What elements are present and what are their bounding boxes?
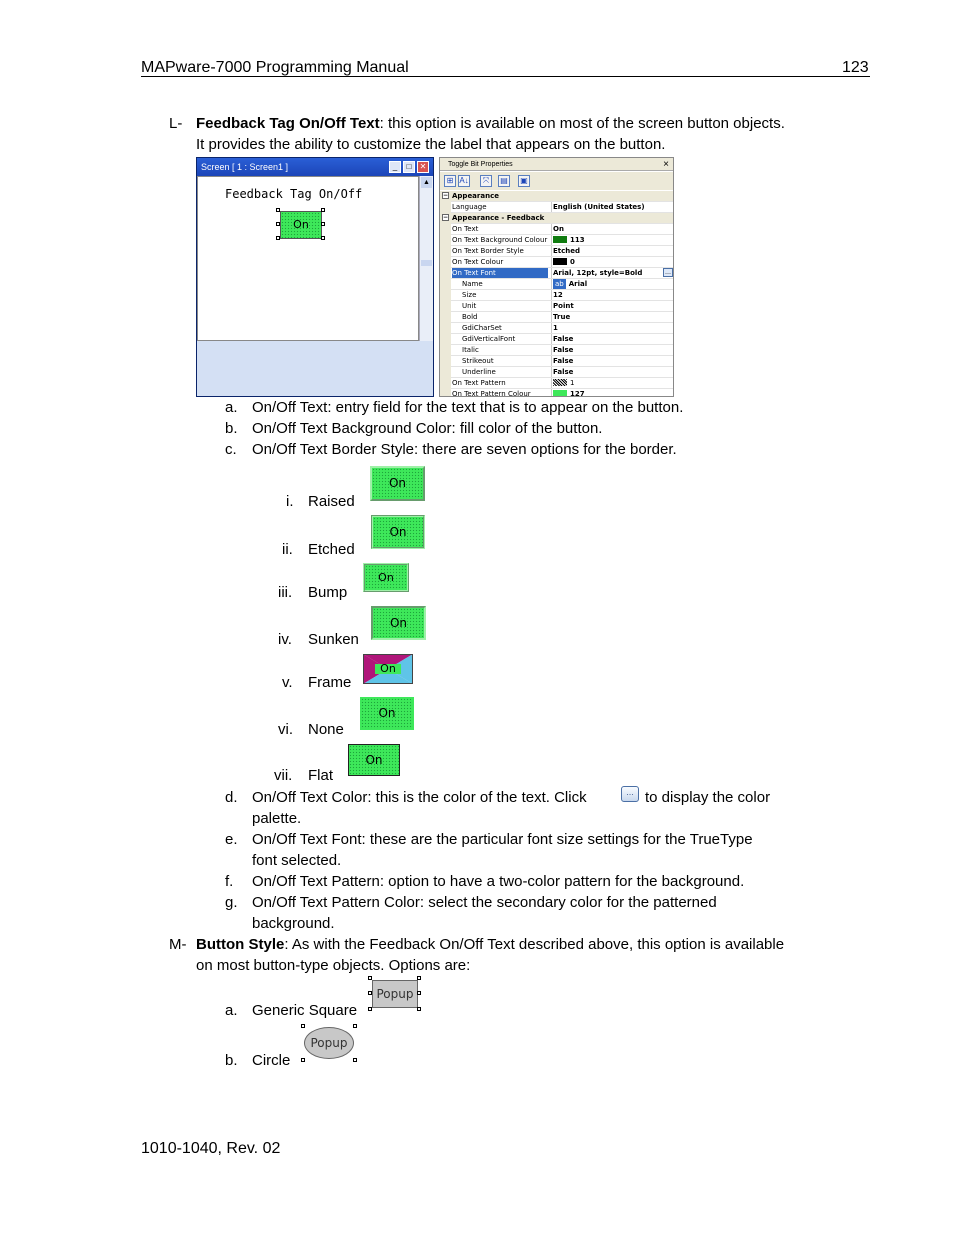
property-value[interactable] <box>551 224 673 234</box>
close-button[interactable]: ✕ <box>417 161 429 173</box>
property-value-text: False <box>553 346 574 354</box>
bump-border-button: On <box>363 563 409 592</box>
border-style-label: Frame <box>308 674 352 691</box>
frame-button-label: On <box>380 662 396 675</box>
property-name: Strikeout <box>462 357 494 365</box>
categorized-icon[interactable]: ⊞ <box>444 175 456 187</box>
selection-handle[interactable] <box>321 222 325 226</box>
selection-handle <box>353 1058 357 1062</box>
property-value-text: 1 <box>570 379 575 387</box>
property-value-text: Arial, 12pt, style=Bold <box>553 269 643 277</box>
property-value-text: 127 <box>570 390 585 397</box>
property-name: On Text Font <box>452 268 548 278</box>
property-name: Appearance - Feedback <box>452 214 545 222</box>
property-category-row[interactable] <box>443 191 673 202</box>
property-value[interactable] <box>551 290 673 300</box>
section-l-line1 <box>196 113 785 134</box>
border-style-label: Raised <box>308 493 355 510</box>
property-value[interactable] <box>551 356 673 366</box>
property-row[interactable] <box>451 268 673 279</box>
scroll-up-arrow-icon[interactable]: ▲ <box>421 177 432 188</box>
list-item-letter: b. <box>225 420 238 437</box>
etched-border-button: On <box>371 515 425 549</box>
list-item-text: On/Off Text: entry field for the text that is to appear on the button. <box>252 399 684 416</box>
border-style-numeral: iv. <box>278 631 292 648</box>
property-row[interactable] <box>451 378 673 389</box>
section-m-line1-rest: : As with the Feedback On/Off Text described above, this option is available <box>284 936 785 953</box>
property-name: GdiVerticalFont <box>462 335 516 343</box>
selection-handle <box>353 1024 357 1028</box>
property-value[interactable] <box>551 268 673 278</box>
list-item-letter: b. <box>225 1052 238 1069</box>
ellipsis-button-icon[interactable]: … <box>665 269 671 276</box>
section-l-marker: L- <box>169 115 183 132</box>
list-item-text: Generic Square <box>252 1002 358 1019</box>
property-value[interactable] <box>551 367 673 377</box>
property-value[interactable] <box>551 279 673 289</box>
property-value-text: False <box>553 357 574 365</box>
property-row[interactable] <box>451 246 673 257</box>
border-style-label: Bump <box>308 584 348 601</box>
list-item-text: On/Off Text Pattern Color: select the secondary color for the patterned <box>252 894 717 911</box>
list-item-letter: d. <box>225 789 238 806</box>
property-value-text: 1 <box>553 324 558 332</box>
feedback-label: Feedback Tag On/Off <box>225 187 363 201</box>
property-value[interactable] <box>551 345 673 355</box>
minimize-button[interactable]: _ <box>389 161 401 173</box>
pattern-swatch <box>553 379 567 386</box>
property-name: On Text Pattern <box>452 379 506 387</box>
screen-window-title: Screen [ 1 : Screen1 ] <box>197 158 433 176</box>
property-value[interactable] <box>551 257 673 267</box>
list-item-letter: a. <box>225 1002 238 1019</box>
property-name: Size <box>462 291 477 299</box>
section-l-line1-rest: : this option is available on most of the screen button objects. <box>379 115 785 132</box>
sunken-border-button: On <box>371 606 426 640</box>
selection-handle <box>301 1058 305 1062</box>
property-value[interactable] <box>551 246 673 256</box>
property-name: Underline <box>462 368 496 376</box>
property-value-text: Arial <box>568 280 588 288</box>
collapse-icon[interactable]: − <box>443 192 449 199</box>
header-title: MAPware-7000 Programming Manual <box>141 59 409 76</box>
property-value[interactable] <box>551 301 673 311</box>
property-name: Language <box>452 203 487 211</box>
property-name: On Text Colour <box>452 258 504 266</box>
property-row[interactable] <box>451 301 673 312</box>
scroll-thumb[interactable] <box>421 260 432 266</box>
list-item-text: On/Off Text Border Style: there are seven options for the border. <box>252 441 677 458</box>
page-number: 123 <box>842 59 869 76</box>
property-value-text: True <box>553 313 571 321</box>
property-row[interactable] <box>451 257 673 268</box>
screen-on-button[interactable]: On <box>280 211 322 239</box>
property-name: Name <box>462 280 483 288</box>
property-category-row[interactable] <box>443 213 673 224</box>
list-item-text: background. <box>252 915 335 932</box>
selection-handle <box>368 976 372 980</box>
property-grid <box>439 157 674 397</box>
generic-square-popup-button: Popup <box>372 980 418 1008</box>
property-value[interactable] <box>551 312 673 322</box>
section-m-line1 <box>196 934 784 955</box>
property-value[interactable] <box>551 378 673 388</box>
list-item-letter: g. <box>225 894 238 911</box>
property-value-text: On <box>553 225 564 233</box>
collapse-icon[interactable]: − <box>443 214 449 221</box>
property-row[interactable] <box>451 356 673 367</box>
border-style-numeral: iii. <box>278 584 293 601</box>
property-name: Italic <box>462 346 479 354</box>
none-border-button: On <box>360 697 414 730</box>
selection-handle[interactable] <box>321 208 325 212</box>
list-item-letter: e. <box>225 831 238 848</box>
property-row[interactable] <box>451 323 673 334</box>
color-swatch <box>553 236 567 243</box>
property-name: Appearance <box>452 192 499 200</box>
selection-handle <box>368 1007 372 1011</box>
property-name: On Text Pattern Colour <box>452 390 531 397</box>
maximize-button[interactable]: □ <box>403 161 415 173</box>
property-name: Unit <box>462 302 477 310</box>
circle-popup-button: Popup <box>304 1027 354 1059</box>
property-value-text: Point <box>553 302 574 310</box>
vertical-scrollbar[interactable] <box>419 176 433 341</box>
property-row[interactable] <box>451 202 673 213</box>
property-value-text: 0 <box>570 258 575 266</box>
selection-handle[interactable] <box>276 222 280 226</box>
property-name: GdiCharSet <box>462 324 502 332</box>
alphabetical-icon[interactable]: A↓ <box>459 176 469 185</box>
list-item-text: font selected. <box>252 852 342 869</box>
property-value-text: False <box>553 335 574 343</box>
list-item-letter: f. <box>225 873 234 890</box>
property-row[interactable] <box>451 389 673 397</box>
list-item-letter: c. <box>225 441 237 458</box>
list-item-text: On/Off Text Background Color: fill color of the button. <box>252 420 603 437</box>
list-item-text: palette. <box>252 810 302 827</box>
border-style-numeral: vi. <box>278 721 293 738</box>
border-style-numeral: v. <box>282 674 293 691</box>
events-icon[interactable]: ▣ <box>518 175 530 187</box>
property-name: On Text Background Colour <box>452 236 548 244</box>
selection-handle <box>417 991 421 995</box>
border-style-numeral: i. <box>286 493 294 510</box>
selection-handle[interactable] <box>276 236 280 240</box>
property-name: On Text <box>452 225 479 233</box>
property-value-text: False <box>553 368 574 376</box>
property-row[interactable] <box>451 224 673 235</box>
property-value-text: 12 <box>553 291 563 299</box>
color-palette-button[interactable]: … <box>621 786 639 802</box>
flat-border-button: On <box>348 744 400 776</box>
property-name: On Text Border Style <box>452 247 524 255</box>
property-grid-close-icon[interactable]: × <box>663 159 669 170</box>
screen-window <box>196 157 434 397</box>
property-value[interactable] <box>551 334 673 344</box>
property-pages-icon[interactable]: ▤ <box>498 175 510 187</box>
frame-border-button <box>363 654 413 684</box>
property-grid-gutter <box>440 191 451 397</box>
footer-doc-id: 1010-1040, Rev. 02 <box>141 1140 281 1157</box>
section-l-heading: Feedback Tag On/Off Text <box>196 115 380 132</box>
border-style-label: Sunken <box>308 631 359 648</box>
property-row[interactable] <box>451 279 673 290</box>
property-value[interactable] <box>551 389 673 397</box>
border-style-label: None <box>308 721 344 738</box>
list-item-text: Circle <box>252 1052 291 1069</box>
expand-icon[interactable]: ⤧ <box>480 175 492 187</box>
property-row[interactable] <box>451 312 673 323</box>
property-row[interactable] <box>451 290 673 301</box>
color-swatch <box>553 258 567 265</box>
header-rule <box>141 76 870 77</box>
list-item-text: to display the color <box>645 789 771 806</box>
font-badge: ab <box>555 280 564 288</box>
property-grid-toolbar <box>440 172 673 190</box>
selection-handle <box>417 1007 421 1011</box>
property-grid-title: Toggle Bit Properties <box>440 158 673 171</box>
list-item-text: On/Off Text Font: these are the particular font size settings for the TrueType <box>252 831 753 848</box>
property-value[interactable] <box>551 323 673 333</box>
property-value[interactable] <box>551 235 673 245</box>
color-swatch <box>553 390 567 397</box>
section-m-heading: Button Style <box>196 936 285 953</box>
property-row[interactable] <box>451 334 673 345</box>
selection-handle <box>417 976 421 980</box>
property-value-text: Etched <box>553 247 581 255</box>
border-style-numeral: ii. <box>282 541 293 558</box>
property-name: Bold <box>462 313 478 321</box>
list-item-text: On/Off Text Color: this is the color of the text. Click <box>252 789 587 806</box>
window-lower-panel <box>197 341 433 396</box>
property-row[interactable] <box>451 367 673 378</box>
property-row[interactable] <box>451 235 673 246</box>
border-style-label: Flat <box>308 767 334 784</box>
list-item-text: On/Off Text Pattern: option to have a two-color pattern for the background. <box>252 873 745 890</box>
property-value[interactable] <box>551 202 673 212</box>
property-value-text: 113 <box>570 236 585 244</box>
property-row[interactable] <box>451 345 673 356</box>
section-m-marker: M- <box>169 936 187 953</box>
list-item-letter: a. <box>225 399 238 416</box>
selection-handle <box>301 1024 305 1028</box>
section-m-line2: on most button-type objects. Options are: <box>196 957 471 974</box>
property-value-text: English (United States) <box>553 203 645 211</box>
section-l-line2: It provides the ability to customize the label that appears on the button. <box>196 136 666 153</box>
selection-handle[interactable] <box>321 236 325 240</box>
border-style-numeral: vii. <box>274 767 293 784</box>
screen-canvas[interactable] <box>197 176 419 341</box>
selection-handle[interactable] <box>276 208 280 212</box>
selection-handle <box>368 991 372 995</box>
raised-border-button: On <box>370 466 425 501</box>
border-style-label: Etched <box>308 541 355 558</box>
